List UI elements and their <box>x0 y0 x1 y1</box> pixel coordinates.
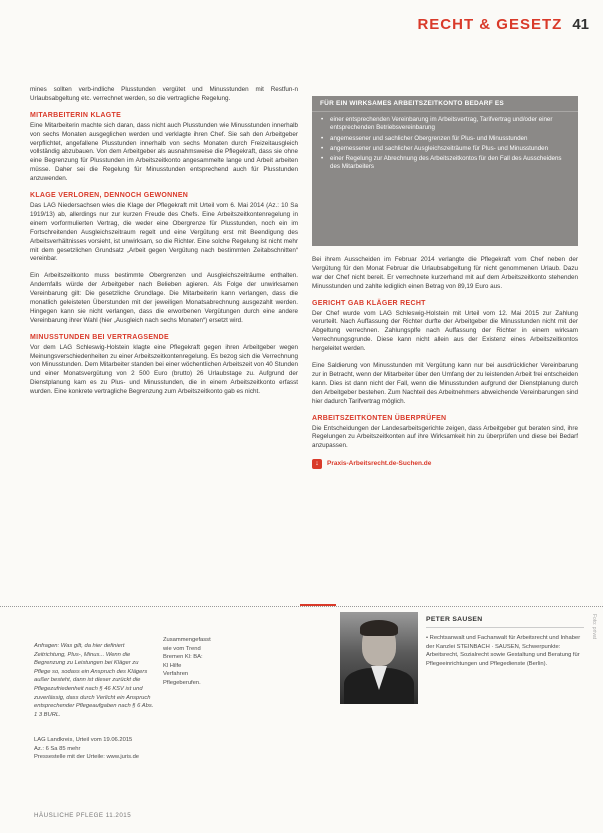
info-box-list <box>320 116 570 171</box>
section-heading: MINUSSTUNDEN BEI VERTRAGSENDE <box>30 333 169 341</box>
author-bio: • Rechtsanwalt und Fachanwalt für Arbeitsrecht und Inhaber der Kanzlei STEINBACH · SAUSEN, Schwerpunkte: Arbeitsrecht, Sozialrecht sowie Gestaltung und Beratung für Pflegeeinrichtungen und Pflegedienste (Berlin). <box>426 635 581 667</box>
paragraph: Eine Saldierung von Minusstunden mit Vergütung kann nur bei ausdrücklicher Vereinbarung zur in Betracht, wenn der Mitarbeiter über den Umfang der zu leistenden Arbeit frei entscheiden kann. Dies ist dann nicht der Fall, wenn die Minusstunden aufgrund der Dienstplanung durch den Arbeitgeber bestehen. Zum Nachteil des Arbeitnehmers abweichende Vereinbarungen sind hier dadurch Tarifvertrag möglich. <box>312 362 578 405</box>
paragraph: Die Entscheidungen der Landesarbeitsgerichte zeigen, dass Arbeitgeber gut beraten sind, ihre Regelungen zu Arbeitszeitkonten auf ihre Wirksamkeit hin zu überprüfen und diese bei Bedarf anzupassen. <box>312 424 578 450</box>
section-heading: KLAGE VERLOREN, DENNOCH GEWONNEN <box>30 192 189 200</box>
source-line: LAG Landkreis, Urteil vom 19.06.2015 <box>34 737 133 743</box>
paragraph: Ein Arbeitszeitkonto muss bestimmte Obergrenzen und Ausgleichszeiträume enthalten. Andernfalls würde der Arbeitgeber nach Belieben agieren. Als Folge der unwirksamen Vereinbarung gilt: Die gesetzliche Grundlage. Die Mitarbeiterin kann verlangen, dass die monatlich geleisteten Überstunden mit der jeweiligen Monatsabrechnung ausgezahlt werden. Hingegen kann sie nicht verlangen, dass die erworbenen Vergütungen durch eine andere Vereinbarung ihrer Wahl (hier „Ausgleich nach sechs Monaten“) ersetzt wird. <box>30 272 298 324</box>
right-column <box>312 256 578 469</box>
intro-paragraph: mines sollten verb-indliche Plusstunden vergütet und Minusstunden mit Restfun-n Urlaubsabgeltung etc. verrechnet werden, so die vertragliche Regelung. <box>30 86 298 102</box>
list-item: • angemessener und sachlicher Ausgleichszeiträume für Plus- und Minusstunden <box>320 145 570 153</box>
info-box-title: FÜR EIN WIRKSAMES ARBEITSZEITKONTO BEDARF ES <box>312 100 578 112</box>
source-line: Pressestelle mit der Urteile: www.juris.de <box>34 754 140 761</box>
download-link[interactable] <box>312 459 578 469</box>
list-item: • einer entsprechenden Vereinbarung im Arbeitsvertrag, Tarifvertrag und/oder einer entsprechenden Betriebsvereinbarung <box>320 116 570 132</box>
section-heading: GERICHT GAB KLÄGER RECHT <box>312 299 426 307</box>
list-item: • angemessener und sachlicher Obergrenzen für Plus- und Minusstunden <box>320 135 570 143</box>
section-title: RECHT & GESETZ <box>417 16 563 33</box>
info-box <box>312 96 578 246</box>
source-line: Az.: 6 Sa 85 mehr <box>34 745 81 752</box>
footnote-text: Anfragen: Was gilt, da hier definiert Zeitrichtung, Plus-, Minus... Wenn die Begrenzung zu Leistungen bei Kläger zu Pflege so, sodass ein Anspruch des Klägers außer besteht, dann ist dieser zurückt die Pflegezufriedenheit nach § 46 KSV ist und zuverlässig, dass durch Verlicht ein Anspruch entsprechender Pflegeaufgaben nach § 6 Abs. 1 3 BURL. <box>34 643 154 718</box>
divider-accent <box>300 604 336 606</box>
photo-credit: Foto: privat <box>591 614 597 640</box>
author-box <box>340 612 584 704</box>
section-heading: MITARBEITERIN KLAGTE <box>30 111 122 119</box>
paragraph: Eine Mitarbeiterin machte sich daran, dass nicht auch Plusstunden wie Minusstunden innerhalb von sechs Monaten ausgeglichen werden und verklagte ihren Chef. Sie sah den Arbeitgeber verpflichtet, angefallene Plusstunden innerhalb von sechs Monaten durch Freizeitausgleich vollständig abzubauen. Von dem Arbeitgeber als ausnahmsweise die Pflegekraft, dass sie ohne eine Begrenzung für Plusstunden im Arbeitszeitkonto angesammelte lange und Arbeit arbeiten müsse. Daher sei die Regelung für Minusstunden entsprechend auch für Plusstunden anzuwenden. <box>30 121 298 183</box>
page-footer: HÄUSLICHE PFLEGE 11.2015 <box>34 812 132 819</box>
left-column <box>30 86 298 405</box>
footnote-text: Zusammengefasst wie vom Trend Bremen Kl: BA: Kl Hilfe Verfahren Pflegeberufen. <box>163 637 211 686</box>
page-number: 41 <box>572 16 589 33</box>
section-heading: ARBEITSZEITKONTEN ÜBERPRÜFEN <box>312 414 447 422</box>
author-photo <box>340 612 418 704</box>
paragraph: Das LAG Niedersachsen wies die Klage der Pflegekraft mit Urteil vom 6. Mai 2014 (Az.: 10 Sa 1919/13) ab, allerdings nur zur kurzen Freude des Chefs. Eine Arbeitszeitkontenregelung in einem vorformulierten Vertrag, die weder eine Obergrenze für Plusstunden, noch ein im Fortschreitenden Ausgleichszeitraum regelt und eine Vergütung erst mit Beendigung des Arbeitsverhältnisses vorsieht, ist unwirksam, so die Richter. Eine solche Regelung ist nicht mehr mit dem gesetzlichen Grundsatz „Arbeit gegen Vergütung nach bestimmten Zeitabschnitten“ vereinbar. <box>30 201 298 263</box>
page-header <box>417 16 589 33</box>
download-link-label[interactable]: Praxis-Arbeitsrecht.de-Suchen.de <box>327 459 432 467</box>
paragraph: Der Chef wurde vom LAG Schleswig-Holstein mit Urteil vom 12. Mai 2015 zur Zahlung verurteilt. Nach Auffassung der Richter durfte der Arbeitgeber die Minusstunden nicht mit der Abgeltung verrechnen. Zahlungsplfe nach Auffassung der Richter in einem wirksam Verrechnungsgrunde. Diese kann nicht allein aus der Existenz eines Arbeitszeitkontos hergeleitet werden. <box>312 309 578 353</box>
list-item: • einer Regelung zur Abrechnung des Arbeitszeitkontos für den Fall des Ausscheidens des Mitarbeiters <box>320 155 570 171</box>
section-divider <box>0 606 603 607</box>
author-name: PETER SAUSEN <box>426 616 584 628</box>
author-info <box>426 612 584 704</box>
pdf-icon: ↓ <box>312 459 322 469</box>
source-notes <box>34 736 194 762</box>
paragraph: Vor dem LAG Schleswig-Holstein klagte eine Pflegekraft gegen ihren Arbeitgeber wegen Meinungsverschiedenheiten zu einer Arbeitszeitkontenregelung. Es bezog sich die Verrechnung von Minusstunden. Dem Mitarbeiter standen bei einer wöchentlichen Arbeitszeit von 40 Stunden und einer Monatsvergütung von 2 500 Euro (brutto) 26 Urlaubstage zu. Aufgrund der Dienstplanung kam es zu Plus- und Minusstunden, die in einem Arbeitszeitkonto erfasst wurden. Eine konkrete vertragliche Begrenzung zum Arbeitszeitkonto gab es nicht. <box>30 343 298 396</box>
paragraph: Bei ihrem Ausscheiden im Februar 2014 verlangte die Pflegekraft vom Chef neben der Vergütung für den Monat Februar die Urlaubsabgeltung für nicht genommenen Urlaub. Dazu war der Chef nicht bereit. Er verrechnete kurzerhand mit auf dem Arbeitszeitkonto stehenden Minusstunden und zahlte lediglich einen Betrag von 89,19 Euro aus. <box>312 256 578 290</box>
